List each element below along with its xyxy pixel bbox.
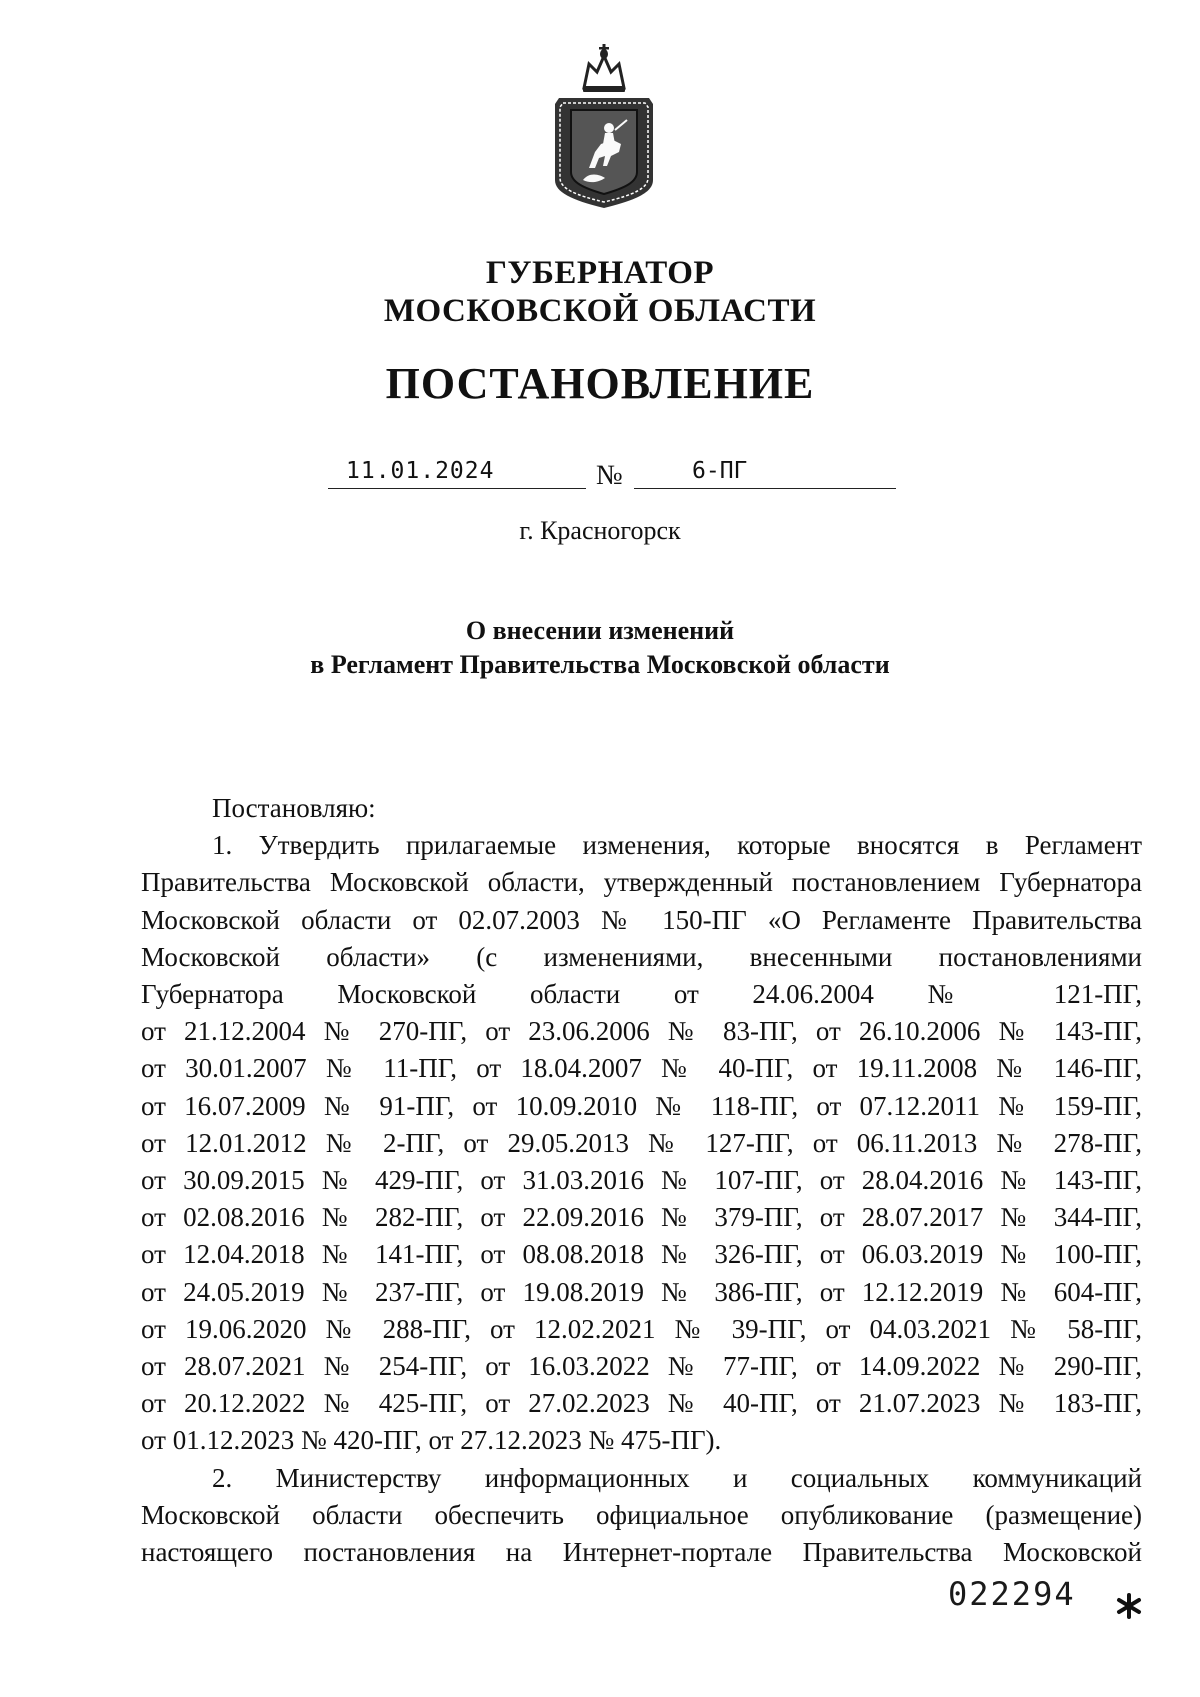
paragraph-1-line: от 16.07.2009 № 91-ПГ, от 10.09.2010 № 118-ПГ, от 07.12.2011 № 159-ПГ, xyxy=(141,1090,1142,1121)
paragraph-1-line: от 24.05.2019 № 237-ПГ, от 19.08.2019 № 386-ПГ, от 12.12.2019 № 604-ПГ, xyxy=(141,1276,1142,1307)
issuing-authority-title: ГУБЕРНАТОР xyxy=(485,255,715,291)
subject-title-line-2: в Регламент Правительства Московской области xyxy=(310,650,890,679)
paragraph-2-line: настоящего постановления на Интернет-портале Правительства Московской xyxy=(141,1537,1142,1568)
paragraph-1-line: от 12.04.2018 № 141-ПГ, от 08.08.2018 № 326-ПГ, от 06.03.2019 № 100-ПГ, xyxy=(141,1239,1142,1270)
serial-number-stamp: 022294 xyxy=(948,1575,1076,1613)
paragraph-1-line: от 02.08.2016 № 282-ПГ, от 22.09.2016 № 379-ПГ, от 28.07.2017 № 344-ПГ, xyxy=(141,1202,1142,1233)
issuing-authority-region: МОСКОВСКОЙ ОБЛАСТИ xyxy=(383,293,817,329)
asterisk-icon xyxy=(1115,1592,1143,1620)
number-sign-label: № xyxy=(596,460,623,491)
paragraph-1-line: Московской области» (с изменениями, внесенными постановлениями xyxy=(141,941,1142,972)
paragraph-1-line: Губернатора Московской области от 24.06.2004 № 121-ПГ, xyxy=(141,979,1142,1010)
document-date-field xyxy=(328,452,586,489)
document-type-heading: ПОСТАНОВЛЕНИЕ xyxy=(385,359,815,408)
paragraph-1-line: от 30.09.2015 № 429-ПГ, от 31.03.2016 № 107-ПГ, от 28.04.2016 № 143-ПГ, xyxy=(141,1165,1142,1196)
paragraph-1-line: от 12.01.2012 № 2-ПГ, от 29.05.2013 № 127-ПГ, от 06.11.2013 № 278-ПГ, xyxy=(141,1127,1142,1158)
place-of-issue: г. Красногорск xyxy=(519,516,681,545)
paragraph-1-line: 1. Утвердить прилагаемые изменения, которые вносятся в Регламент xyxy=(212,830,1142,861)
document-body xyxy=(141,790,1142,1571)
paragraph-1-line: Московской области от 02.07.2003 № 150-ПГ «О Регламенте Правительства xyxy=(141,904,1142,935)
paragraph-1-line: от 20.12.2022 № 425-ПГ, от 27.02.2023 № 40-ПГ, от 21.07.2023 № 183-ПГ, xyxy=(141,1388,1142,1419)
document-date: 11.01.2024 xyxy=(346,458,495,484)
paragraph-1-line: от 21.12.2004 № 270-ПГ, от 23.06.2006 № 83-ПГ, от 26.10.2006 № 143-ПГ, xyxy=(141,1016,1142,1047)
moscow-oblast-coat-of-arms xyxy=(549,40,659,210)
paragraph-2-line: Московской области обеспечить официальное опубликование (размещение) xyxy=(141,1499,1142,1530)
paragraph-1-line: от 19.06.2020 № 288-ПГ, от 12.02.2021 № 39-ПГ, от 04.03.2021 № 58-ПГ, xyxy=(141,1313,1142,1344)
paragraph-1-line: от 30.01.2007 № 11-ПГ, от 18.04.2007 № 40-ПГ, от 19.11.2008 № 146-ПГ, xyxy=(141,1053,1142,1084)
paragraph-1-line: Правительства Московской области, утвержденный постановлением Губернатора xyxy=(141,867,1142,898)
document-number-field xyxy=(634,452,896,489)
subject-title-line-1: О внесении изменений xyxy=(465,616,735,645)
paragraph-2-line: 2. Министерству информационных и социальных коммуникаций xyxy=(212,1462,1142,1493)
crown-icon xyxy=(583,44,625,92)
resolution-intro: Постановляю: xyxy=(212,793,376,823)
document-number: 6-ПГ xyxy=(692,458,748,484)
paragraph-1-line: от 01.12.2023 № 420-ПГ, от 27.12.2023 № 475-ПГ). xyxy=(141,1425,722,1456)
paragraph-1-line: от 28.07.2021 № 254-ПГ, от 16.03.2022 № 77-ПГ, от 14.09.2022 № 290-ПГ, xyxy=(141,1351,1142,1382)
